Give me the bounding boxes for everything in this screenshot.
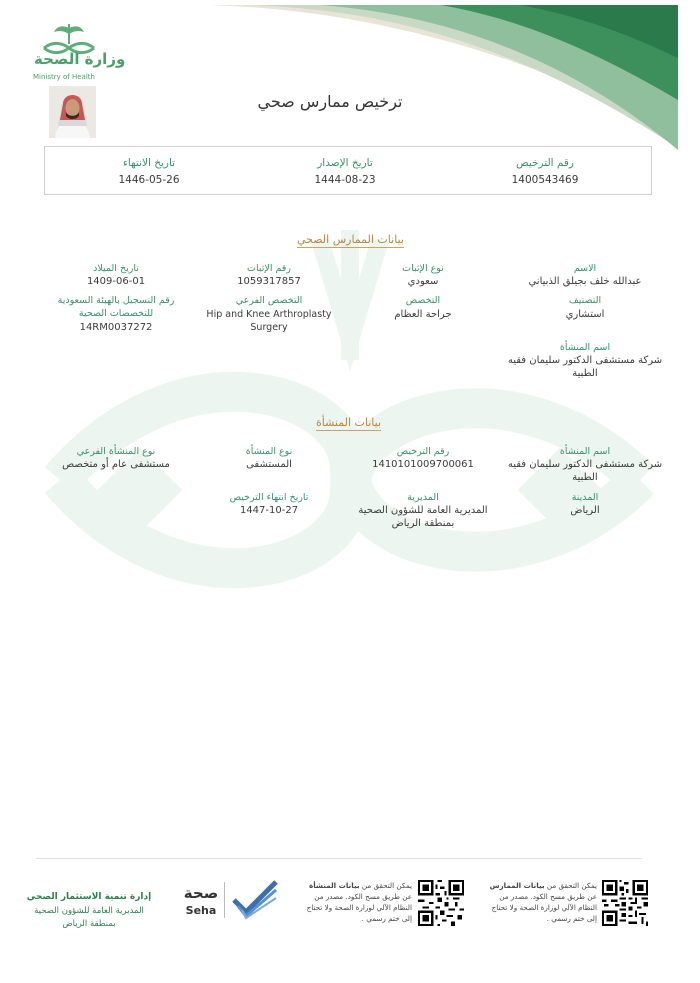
facility-license-label: رقم الترخيص xyxy=(396,446,450,457)
license-summary-box xyxy=(44,146,652,195)
practitioner-name-label: الاسم xyxy=(573,263,597,274)
id-number-value: 1059317857 xyxy=(237,276,301,287)
directorate-label: المديرية xyxy=(407,492,439,503)
logo-arabic-text: وزارة الصحة xyxy=(34,50,126,68)
license-number-value: 1400543469 xyxy=(511,174,579,186)
expiry-date-label: تاريخ الانتهاء xyxy=(122,157,176,169)
practitioner-qr-note xyxy=(485,880,597,924)
department-name: إدارة تنمية الاستثمار الصحي xyxy=(26,892,152,902)
logo-english-text: Ministry of Health xyxy=(33,73,95,81)
qr1-line4: إلى ختم رسمي . xyxy=(546,914,597,923)
id-number-label: رقم الإثبات xyxy=(247,263,291,274)
scfhs-number-value: 14RM0037272 xyxy=(79,322,153,333)
scfhs-label-line2: للتخصصات الصحية xyxy=(78,308,154,319)
qr1-line3: النظام الآلي لوزارة الصحة ولا تحتاج xyxy=(491,903,597,912)
classification-value: استشاري xyxy=(565,309,605,320)
directorate-line2: بمنطقة الرياض xyxy=(391,518,455,529)
id-type-value: سعودي xyxy=(407,276,439,287)
practitioner-section-title: بيانات الممارس الصحي xyxy=(297,233,404,246)
license-expiry-value: 1447-10-27 xyxy=(239,505,299,516)
seha-logo-icon xyxy=(232,878,280,920)
practitioner-qr-code-icon xyxy=(602,880,648,926)
department-directorate: المديرية العامة للشؤون الصحية xyxy=(34,906,144,916)
subspecialty-label: التخصص الفرعي xyxy=(235,295,303,306)
qr1-bold: بيانات الممارس xyxy=(489,881,545,890)
page-title: ترخيص ممارس صحي xyxy=(257,92,403,111)
qr2-line4: إلى ختم رسمي . xyxy=(361,914,412,923)
practitioner-photo xyxy=(49,86,96,138)
city-value: الرياض xyxy=(570,505,600,516)
practitioner-name-value: عبدالله خلف بجيلق الذبياني xyxy=(528,276,642,287)
issue-date-label: تاريخ الإصدار xyxy=(317,157,373,169)
subspecialty-value-line1: Hip and Knee Arthroplasty xyxy=(206,309,332,320)
practitioner-facility-line1: شركة مستشفى الدكتور سليمان فقيه xyxy=(507,355,663,366)
directorate-line1: المديرية العامة للشؤون الصحية xyxy=(358,505,488,516)
classification-label: التصنيف xyxy=(568,295,602,306)
facility-type-label: نوع المنشأة xyxy=(245,446,293,457)
seha-arabic-text: صحة xyxy=(183,884,219,902)
qr2-lead: يمكن التحقق من xyxy=(361,881,412,890)
practitioner-facility-label: اسم المنشأة xyxy=(559,342,611,353)
facility-section-title: بيانات المنشأة xyxy=(316,416,382,429)
qr2-line3: النظام الآلي لوزارة الصحة ولا تحتاج xyxy=(306,903,412,912)
subspecialty-value-line2: Surgery xyxy=(250,322,288,333)
facility-license-value: 1410101009700061 xyxy=(372,459,474,470)
specialty-label: التخصص xyxy=(405,295,441,306)
scfhs-label-line1: رقم التسجيل بالهيئة السعودية xyxy=(57,295,175,306)
practitioner-facility-line2: الطبية xyxy=(572,368,598,379)
issue-date-value: 1444-08-23 xyxy=(314,174,376,186)
qr2-bold: بيانات المنشأة xyxy=(308,881,360,890)
license-number-label: رقم الترخيص xyxy=(515,157,575,169)
facility-qr-note xyxy=(300,880,412,924)
facility-name-label: اسم المنشأة xyxy=(559,446,611,457)
facility-qr-code-icon xyxy=(418,880,464,926)
facility-subtype-label: نوع المنشأة الفرعي xyxy=(76,446,156,457)
seha-english-text: Seha xyxy=(185,904,217,917)
seha-divider xyxy=(224,882,225,918)
license-expiry-label: تاريخ انتهاء الترخيص xyxy=(229,492,309,503)
facility-type-value: المستشفى xyxy=(246,459,292,470)
header-decoration xyxy=(190,0,700,150)
facility-name-line1: شركة مستشفى الدكتور سليمان فقيه xyxy=(507,459,663,470)
facility-subtype-value: مستشفى عام أو متخصص xyxy=(62,459,170,470)
birth-date-value: 1409-06-01 xyxy=(86,276,146,287)
qr1-line2: عن طريق مسح الكود. مصدر من xyxy=(499,892,597,901)
footer-divider xyxy=(36,858,642,859)
expiry-date-value: 1446-05-26 xyxy=(118,174,180,186)
birth-date-label: تاريخ الميلاد xyxy=(93,263,139,274)
facility-name-line2: الطبية xyxy=(572,472,598,483)
qr2-line2: عن طريق مسح الكود. مصدر من xyxy=(314,892,412,901)
specialty-value: جراحة العظام xyxy=(394,309,452,320)
city-label: المدينة xyxy=(571,492,599,503)
qr1-lead: يمكن التحقق من xyxy=(546,881,597,890)
id-type-label: نوع الإثبات xyxy=(402,263,444,274)
department-region: بمنطقة الرياض xyxy=(62,919,116,929)
